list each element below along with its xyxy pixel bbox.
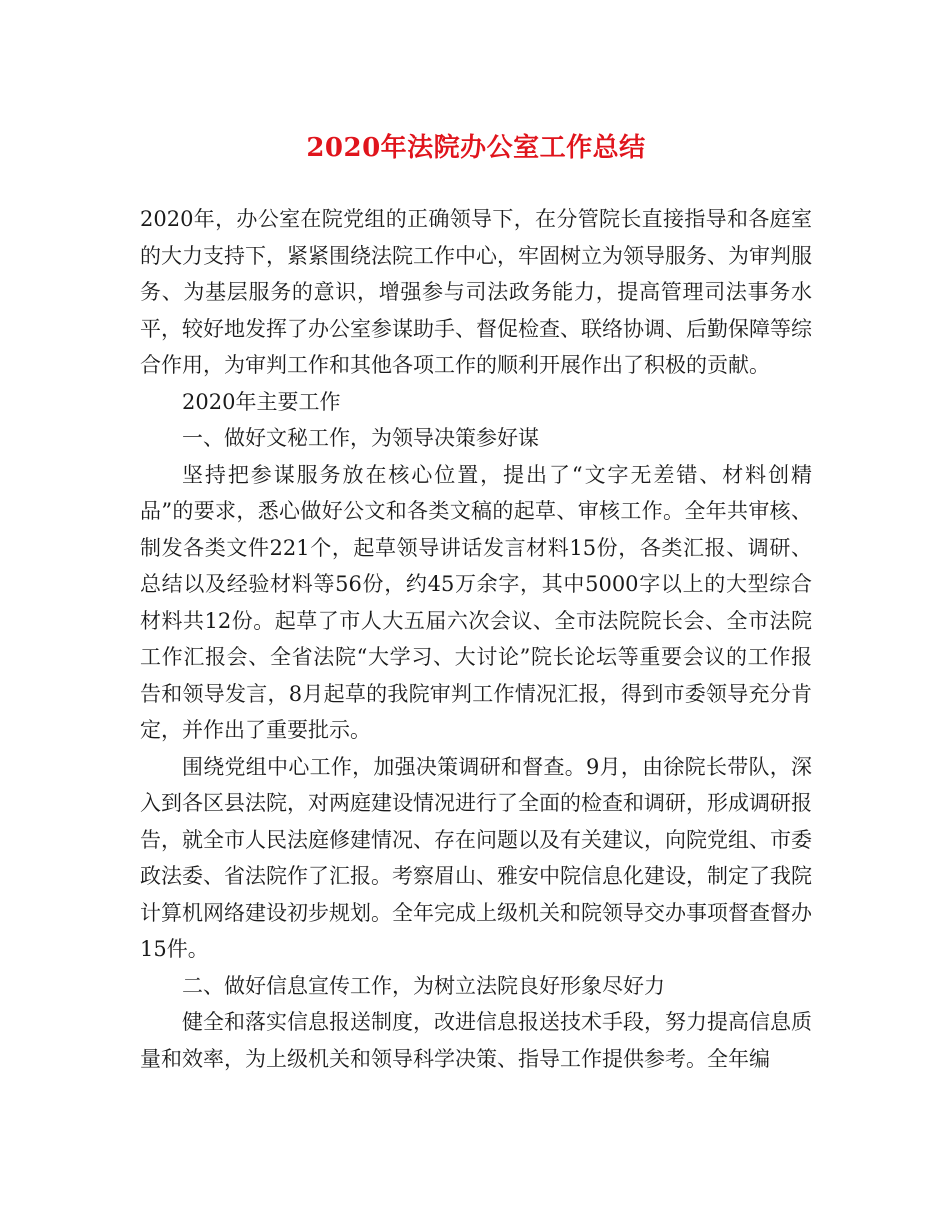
paragraph-intro: 2020年，办公室在院党组的正确领导下，在分管院长直接指导和各庭室的大力支持下，紧紧围绕法院工作中心，牢固树立为领导服务、为审判服务、为基层服务的意识，增强参与司法政务能力，提高管理司法事务水平，较好地发挥了办公室参谋助手、督促检查、联络协调、后勤保障等综合作用，为审判工作和其他各项工作的顺利开展作出了积极的贡献。	[140, 207, 812, 377]
heading-main-work: 2020年主要工作	[182, 389, 341, 414]
document-title: 2020年法院办公室工作总结	[306, 133, 646, 163]
document-page	[140, 128, 812, 1077]
section-heading-2: 二、做好信息宣传工作，为树立法院良好形象尽好力	[182, 973, 665, 998]
paragraph-secretarial: 坚持把参谋服务放在核心位置，提出了“文字无差错、材料创精品”的要求，悉心做好公文和各类文稿的起草、审核工作。全年共审核、制发各类文件221个，起草领导讲话发言材料15份，各类汇报、调研、总结以及经验材料等56份，约45万余字，其中5000字以上的大型综合材料共12份。起草了市人大五届六次会议、全市法院院长会、全市法院工作汇报会、全省法院“大学习、大讨论”院长论坛等重要会议的工作报告和领导发言，8月起草的我院审判工作情况汇报，得到市委领导充分肯定，并作出了重要批示。	[140, 462, 812, 742]
paragraph-information: 健全和落实信息报送制度，改进信息报送技术手段，努力提高信息质量和效率，为上级机关和领导科学决策、指导工作提供参考。全年编	[140, 1010, 812, 1071]
section-heading-1: 一、做好文秘工作，为领导决策参好谋	[182, 426, 539, 450]
paragraph-research: 围绕党组中心工作，加强决策调研和督查。9月，由徐院长带队，深入到各区县法院，对两庭建设情况进行了全面的检查和调研，形成调研报告，就全市人民法庭修建情况、存在问题以及有关建议，向院党组、市委政法委、省法院作了汇报。考察眉山、雅安中院信息化建设，制定了我院计算机网络建设初步规划。全年完成上级机关和院领导交办事项督查督办15件。	[140, 754, 812, 961]
